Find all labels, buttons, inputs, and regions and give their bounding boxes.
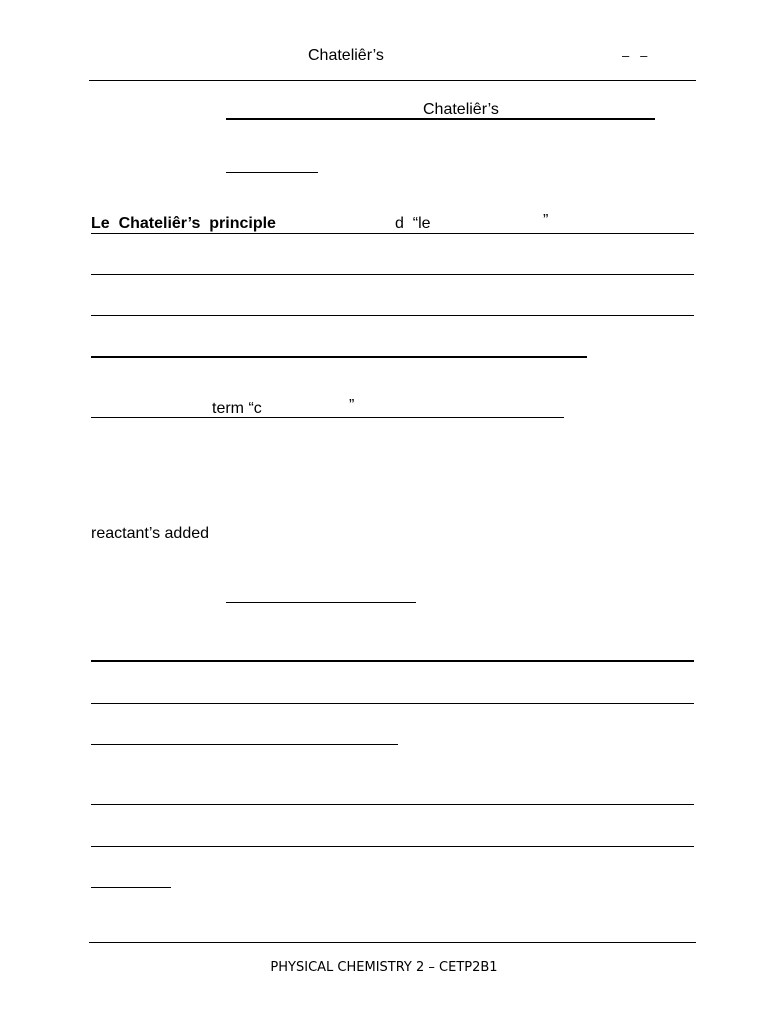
blank-line (226, 602, 416, 603)
header-marks: – – (622, 48, 648, 63)
principle-term: Le Chateliêr’s principle (91, 215, 276, 232)
heading-underline (226, 118, 655, 120)
footer-divider (89, 942, 696, 943)
paragraph2-close-quote: ” (349, 397, 355, 414)
text-line (91, 315, 694, 316)
text-line (91, 804, 694, 805)
text-line (91, 274, 694, 275)
text-line (91, 887, 171, 888)
paragraph1-close-quote: ” (543, 212, 549, 229)
text-line (91, 356, 587, 358)
paragraph1-fragment: d “le (395, 215, 431, 232)
footer-text: PHYSICAL CHEMISTRY 2 – CETP2B1 (270, 960, 498, 975)
text-line (91, 660, 694, 662)
header-divider (89, 80, 696, 81)
header-title: Chateliêr’s (308, 47, 384, 64)
text-line (91, 703, 694, 704)
text-line (91, 233, 694, 234)
blank-line (226, 172, 318, 173)
paragraph2-fragment: term “c (212, 400, 262, 417)
text-line (91, 417, 564, 418)
text-line (91, 846, 694, 847)
section-heading: Chateliêr’s (423, 101, 499, 118)
section-label: reactant’s added (91, 525, 210, 542)
text-line (91, 744, 398, 745)
